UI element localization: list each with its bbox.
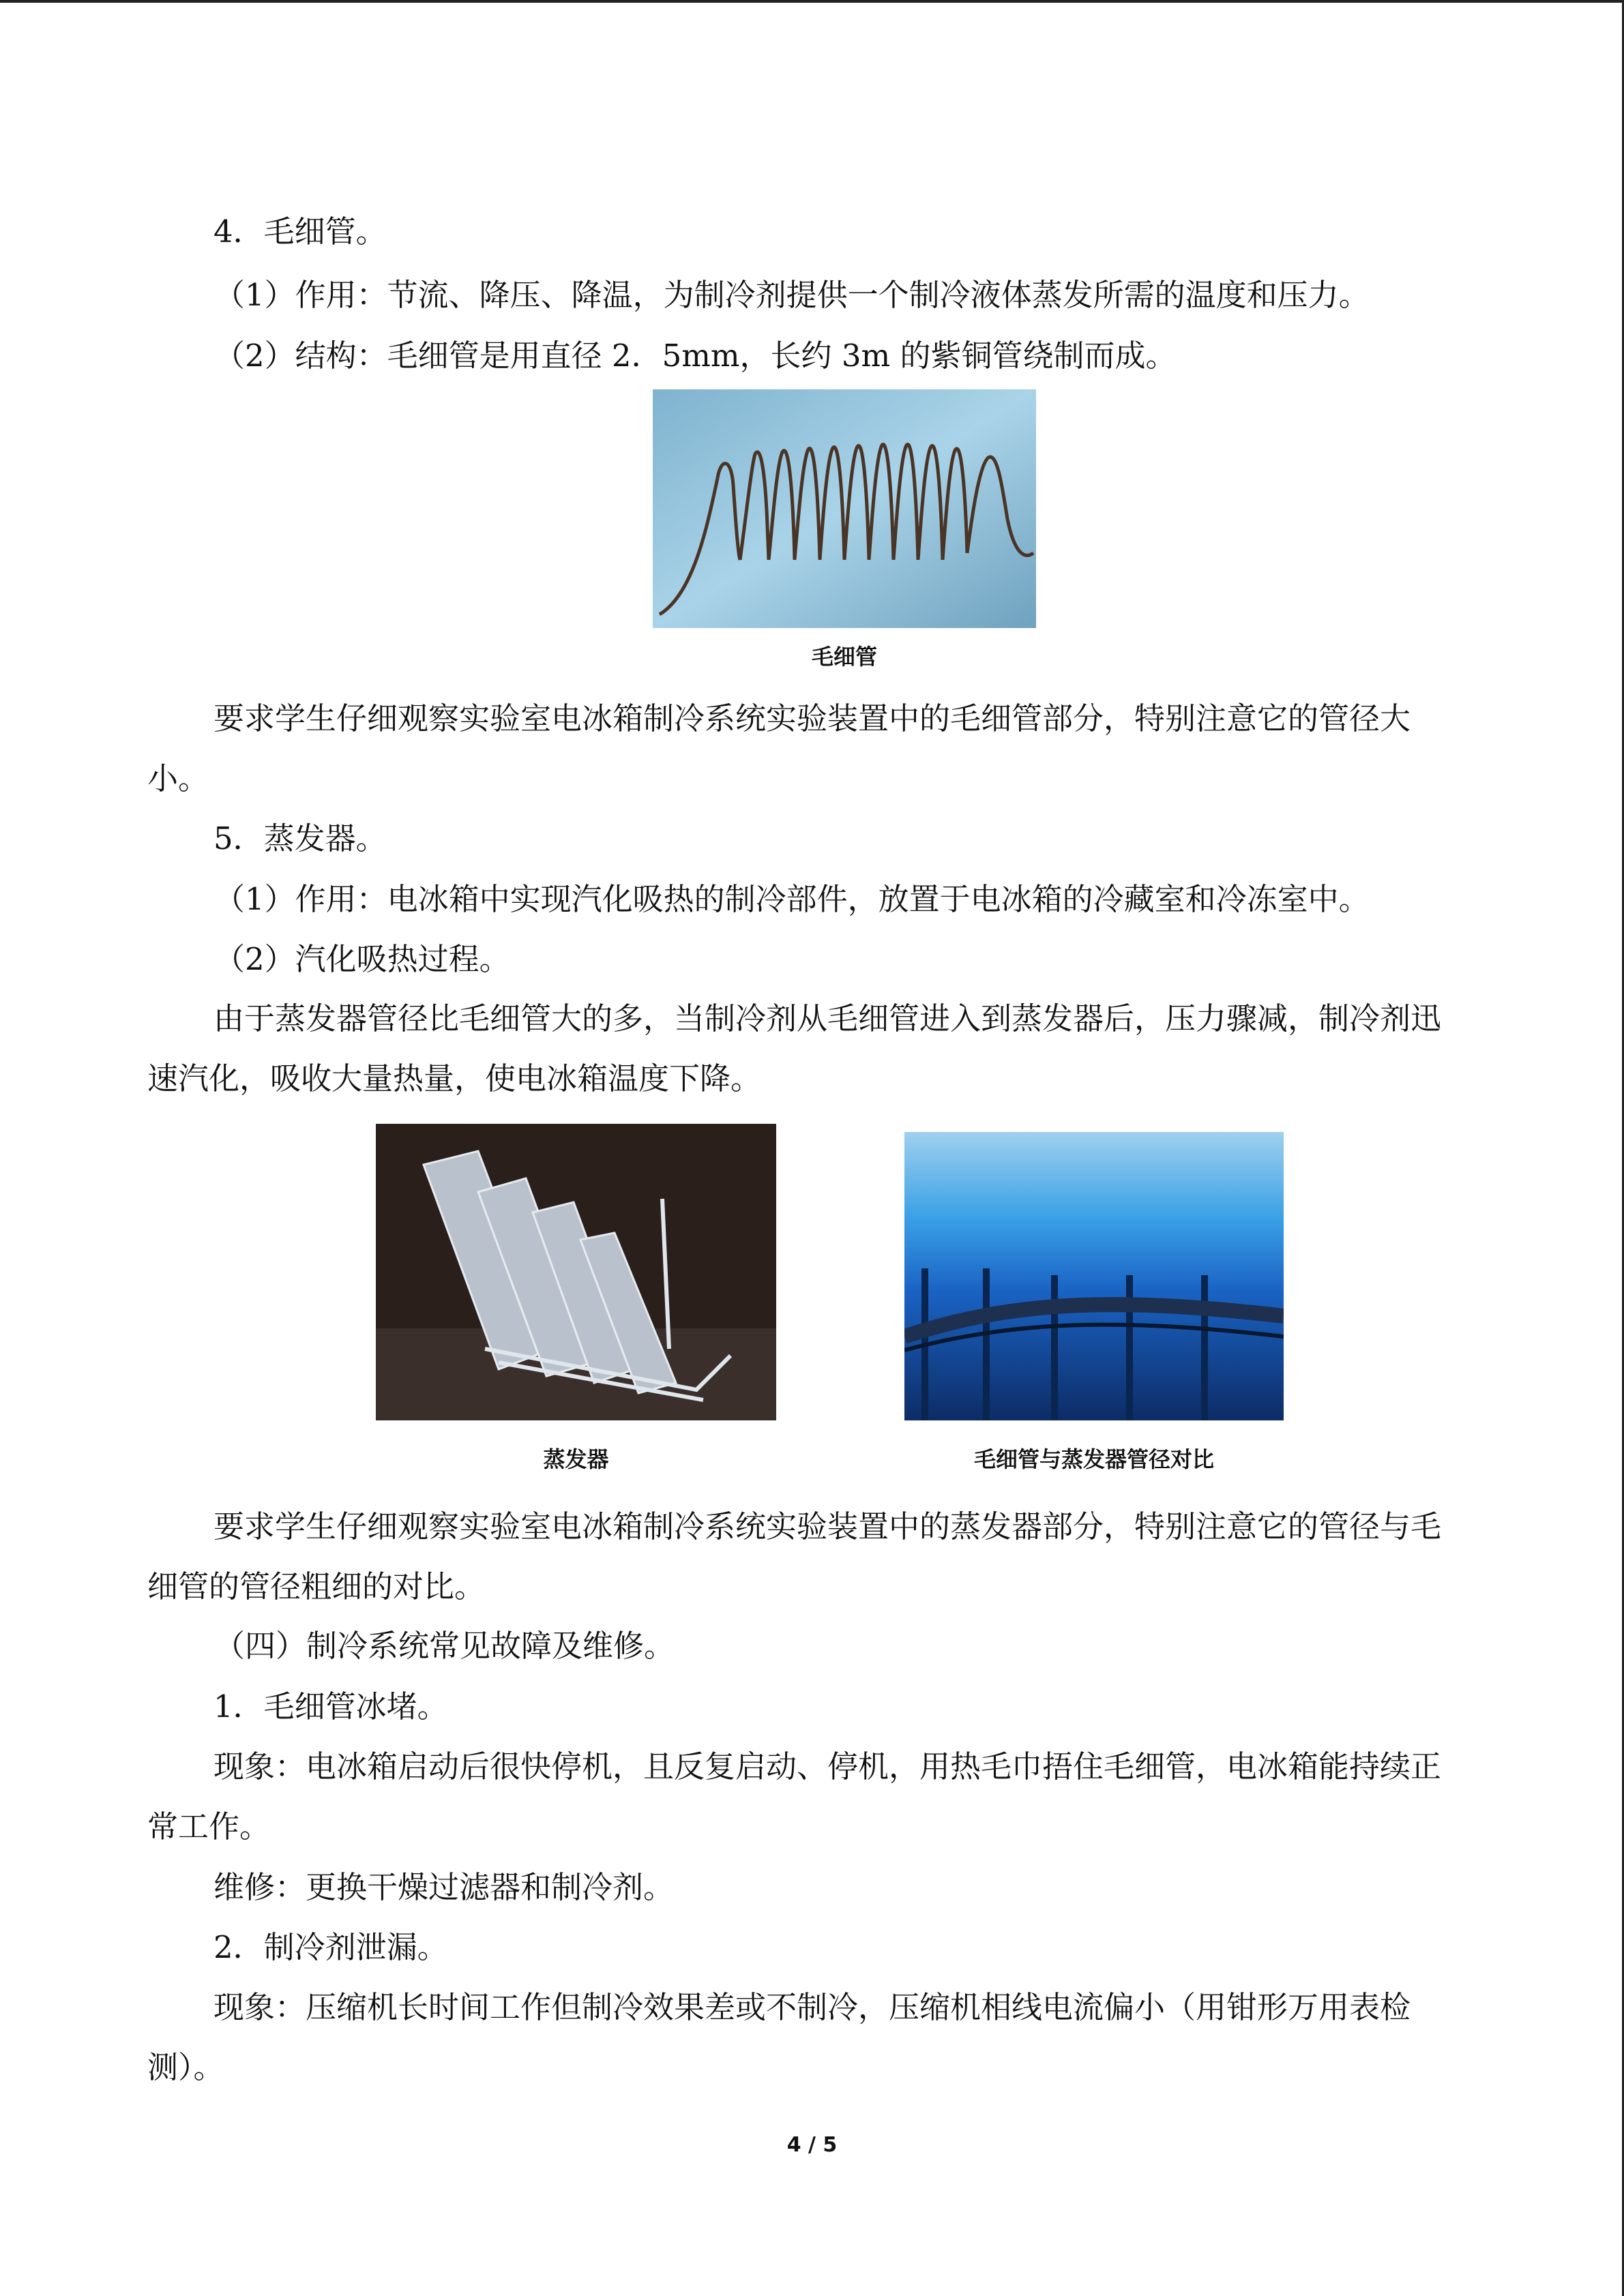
capillary-structure: （2）结构：毛细管是用直径 2．5mm，长约 3m 的紫铜管绕制而成。: [214, 338, 1177, 374]
evaporator-function: （1）作用：电冰箱中实现汽化吸热的制冷部件，放置于电冰箱的冷藏室和冷冻室中。: [214, 881, 1370, 917]
evaporator-process: （2）汽化吸热过程。: [214, 941, 510, 977]
evaporator-caption: 蒸发器: [543, 1446, 609, 1472]
capillary-caption: 毛细管: [811, 644, 877, 670]
capillary-observation: 要求学生仔细观察实验室电冰箱制冷系统实验装置中的毛细管部分，特别注意它的管径大小。: [147, 700, 1411, 796]
evaporator-explanation: 由于蒸发器管径比毛细管大的多，当制冷剂从毛细管进入到蒸发器后，压力骤减，制冷剂迅速汽化，吸收大量热量，使电冰箱温度下降。: [147, 1000, 1442, 1097]
page-top-border: [0, 0, 1624, 3]
heading-capillary: 4．毛细管。: [213, 213, 387, 250]
capillary-function: （1）作用：节流、降压、降温，为制冷剂提供一个制冷液体蒸发所需的温度和压力。: [214, 277, 1370, 313]
ice-block-symptom: 现象：电冰箱启动后很快停机，且反复启动、停机，用热毛巾捂住毛细管，电冰箱能持续正常工作。: [147, 1748, 1442, 1845]
leak-symptom: 现象：压缩机长时间工作但制冷效果差或不制冷，压缩机相线电流偏小（用钳形万用表检测）。: [147, 1989, 1411, 2085]
comparison-photo: [904, 1132, 1284, 1420]
capillary-photo: [653, 389, 1036, 628]
evaporator-photo: [376, 1124, 776, 1420]
page-number: 4 / 5: [786, 2133, 838, 2157]
heading-leak: 2．制冷剂泄漏。: [213, 1929, 448, 1965]
ice-block-repair: 维修：更换干燥过滤器和制冷剂。: [213, 1869, 675, 1905]
heading-faults: （四）制冷系统常见故障及维修。: [214, 1628, 675, 1664]
heading-evaporator: 5．蒸发器。: [213, 820, 387, 856]
comparison-caption: 毛细管与蒸发器管径对比: [973, 1446, 1214, 1472]
heading-ice-block: 1．毛细管冰堵。: [213, 1688, 448, 1725]
evaporator-observation: 要求学生仔细观察实验室电冰箱制冷系统实验装置中的蒸发器部分，特别注意它的管径与毛细管的管径粗细的对比。: [147, 1508, 1442, 1605]
